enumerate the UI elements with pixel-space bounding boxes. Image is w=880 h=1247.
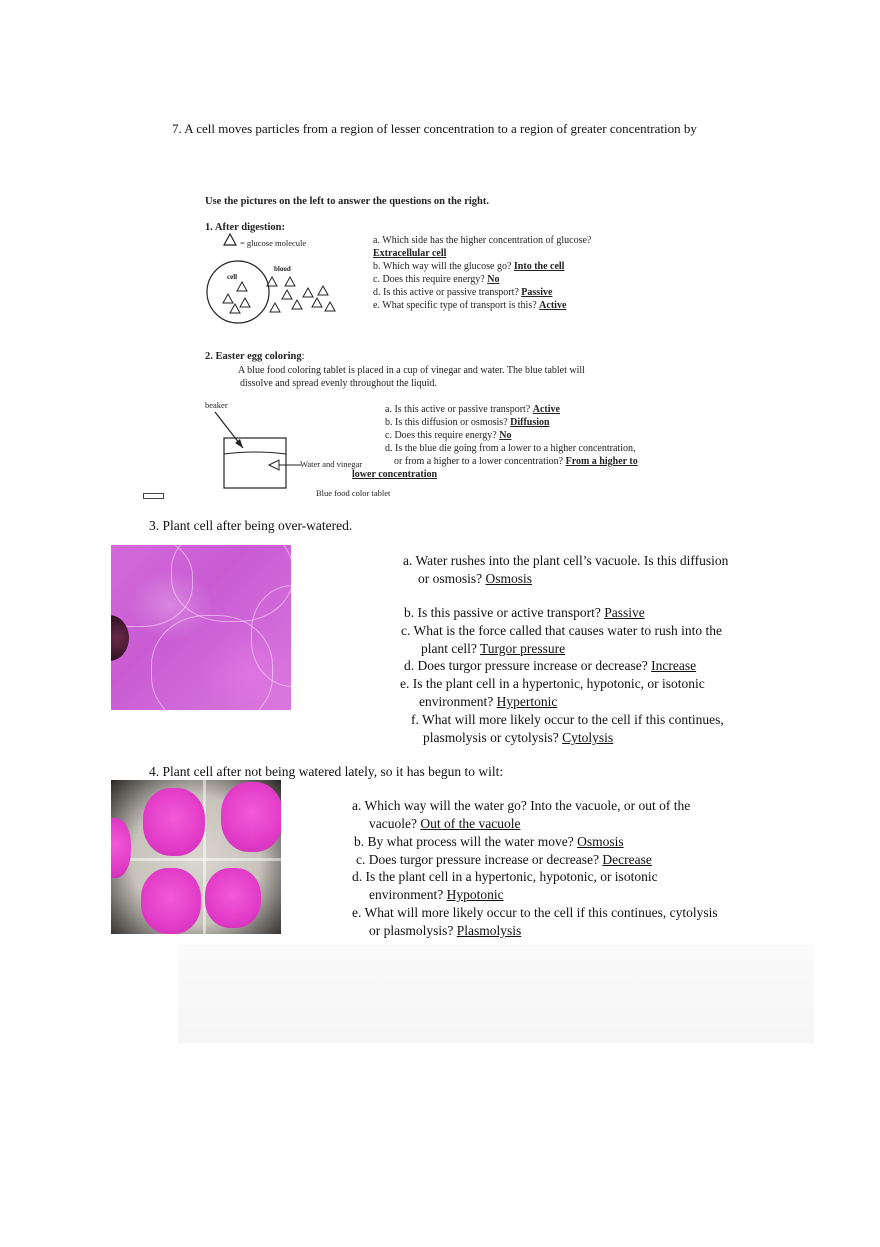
overwatered-cell-photo — [111, 545, 291, 710]
s4-answer-a: Out of the vacuole — [420, 816, 521, 831]
s3-answer-a: Osmosis — [485, 571, 533, 586]
scan-s2-ad2: lower concentration — [352, 469, 438, 480]
scan-s2-qa: a. Is this active or passive transport? Active — [385, 404, 560, 415]
scan-s1-heading: 1. After digestion: — [205, 222, 286, 233]
scan-s2-qb: b. Is this diffusion or osmosis? Diffusion — [385, 417, 550, 428]
wilting-cell-photo — [111, 780, 281, 934]
s3-question-e: e. Is the plant cell in a hypertonic, hypotonic, or isotonic environment? Hypertonic — [400, 676, 705, 709]
scan-s2-qc: c. Does this require energy? No — [385, 430, 512, 441]
section-3-title: 3. Plant cell after being over-watered. — [149, 518, 353, 533]
scan-s2-desc2: dissolve and spread evenly throughout the liquid. — [240, 378, 437, 389]
scan-s1-ad: Passive — [521, 287, 553, 298]
s3-question-c: c. What is the force called that causes water to rush into the plant cell? Turgor pressure — [401, 623, 723, 656]
scan-s1-qe: e. What specific type of transport is this? Active — [373, 300, 567, 311]
s3-answer-d: Increase — [651, 658, 697, 673]
scan-s1-qc: c. Does this require energy? No — [373, 274, 500, 285]
question-7: 7. A cell moves particles from a region of lesser concentration to a region of greater concentration by — [172, 121, 697, 136]
s3-question-f: f. What will more likely occur to the cell if this continues, plasmolysis or cytolysis? Cytolysis — [411, 712, 724, 745]
stray-mark — [143, 493, 164, 499]
scan-s1-legend: = glucose molecule — [240, 238, 307, 248]
s3-question-a: a. Water rushes into the plant cell’s vacuole. Is this diffusion or osmosis? Osmosis — [403, 553, 729, 586]
scan-s2-ad1: From a higher to — [565, 456, 638, 467]
scan-instructions: Use the pictures on the left to answer the questions on the right. — [205, 196, 489, 207]
beaker-diagram — [205, 408, 375, 490]
scan-s2-qd2: or from a higher to a lower concentration? From a higher to — [394, 456, 638, 467]
tablet-label: Blue food color tablet — [316, 488, 391, 498]
scan-s2-heading: 2. Easter egg coloring: — [205, 351, 305, 362]
s4-question-b: b. By what process will the water move? Osmosis — [354, 834, 624, 849]
scan-s2-aa: Active — [532, 404, 560, 415]
scan-s2-qd1: d. Is the blue die going from a lower to a higher concentration, — [385, 443, 636, 454]
s3-question-b: b. Is this passive or active transport? Passive — [404, 605, 645, 620]
s4-answer-b: Osmosis — [577, 834, 624, 849]
cell-circle — [207, 261, 269, 323]
water-vinegar-label: Water and vinegar — [300, 459, 363, 469]
scan-s1-qb: b. Which way will the glucose go? Into the cell — [373, 261, 565, 272]
blood-label: blood — [274, 265, 291, 273]
scan-s2-desc1: A blue food coloring tablet is placed in a cup of vinegar and water. The blue tablet will — [238, 365, 585, 376]
scanned-worksheet-figure — [195, 188, 695, 498]
scan-s1-qd: d. Is this active or passive transport? Passive — [373, 287, 553, 298]
s4-question-c: c. Does turgor pressure increase or decrease? Decrease — [356, 852, 652, 867]
blank-scan-area — [178, 945, 814, 1043]
scan-s1-ae: Active — [539, 300, 567, 311]
s3-answer-f: Cytolysis — [562, 730, 614, 745]
scan-s1-ab: Into the cell — [513, 261, 565, 272]
section-4-title: 4. Plant cell after not being watered lately, so it has begun to wilt: — [149, 764, 504, 779]
s4-answer-e: Plasmolysis — [456, 923, 522, 938]
s4-question-a: a. Which way will the water go? Into the vacuole, or out of the vacuole? Out of the vacuole — [352, 798, 691, 831]
s3-answer-e: Hypertonic — [496, 694, 558, 709]
scan-s1-qa: a. Which side has the higher concentration of glucose? — [373, 235, 592, 246]
beaker-label: beaker — [205, 400, 228, 410]
s4-question-d: d. Is the plant cell in a hypertonic, hypotonic, or isotonic environment? Hypotonic — [352, 869, 658, 902]
s3-question-d: d. Does turgor pressure increase or decrease? Increase — [404, 658, 697, 673]
glucose-triangle-icon — [223, 233, 237, 246]
s4-answer-c: Decrease — [602, 852, 652, 867]
s3-answer-c: Turgor pressure — [480, 641, 566, 656]
scan-s2-ac: No — [499, 430, 512, 441]
s3-answer-b: Passive — [604, 605, 645, 620]
scan-s2-ab: Diffusion — [510, 417, 550, 428]
scan-s1-aa: Extracellular cell — [373, 248, 447, 259]
s4-answer-d: Hypotonic — [446, 887, 504, 902]
cell-label: cell — [227, 273, 238, 281]
s4-question-e: e. What will more likely occur to the cell if this continues, cytolysis or plasmolysis? Plasmolysis — [352, 905, 718, 938]
scan-s1-ac: No — [487, 274, 500, 285]
